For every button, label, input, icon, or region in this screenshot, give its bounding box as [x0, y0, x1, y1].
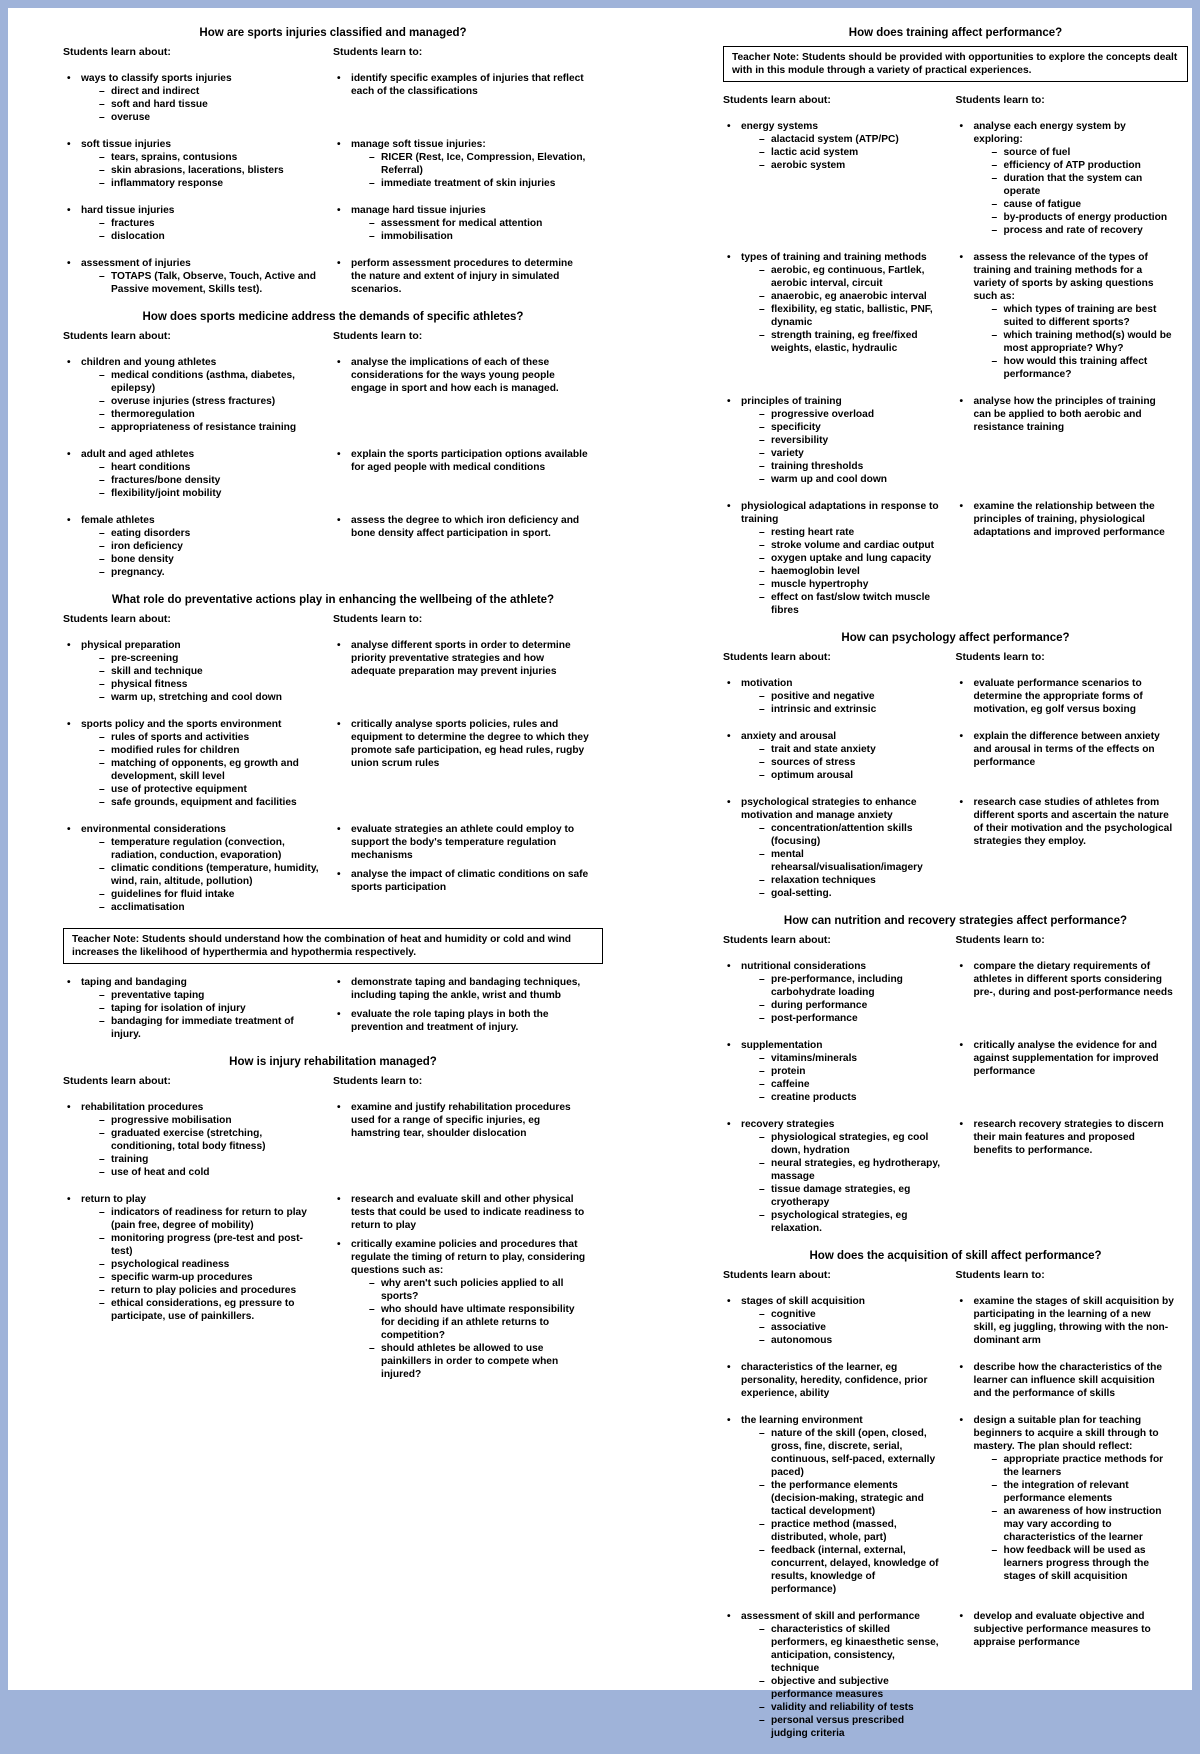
sub-list-item: – why aren't such policies applied to all sports? — [351, 1277, 589, 1303]
sub-list-item: – the integration of relevant performance elements — [974, 1479, 1175, 1505]
list-item: • assess the relevance of the types of training and training methods for a variety of sports by asking questions such as: – which types of training are best suited to different sports? – which training method(s) would be most appropriate? Why? – how would this training affect performance? — [956, 251, 1175, 381]
sub-list-item: – practice method (massed, distributed, whole, part) — [741, 1518, 942, 1544]
sub-list-item: – vitamins/minerals — [741, 1052, 942, 1065]
sub-list-item: – bone density — [81, 553, 319, 566]
column-headers — [723, 1269, 1188, 1281]
sub-list-item: – immobilisation — [351, 230, 589, 243]
sub-list-item: – how would this training affect performance? — [974, 355, 1175, 381]
sub-list-item: – during performance — [741, 999, 942, 1012]
section-title-rehabilitation: How is injury rehabilitation managed? — [229, 1056, 437, 1068]
sub-list-item: – pregnancy. — [81, 566, 319, 579]
content-row — [63, 976, 603, 1041]
list-item: • critically analyse sports policies, rules and equipment to determine the degree to which they promote safe participation, eg head rules, rugby union scrum rules — [333, 718, 589, 770]
sub-list-item: – flexibility, eg static, ballistic, PNF, dynamic — [741, 303, 942, 329]
sub-list-item: – creatine products — [741, 1091, 942, 1104]
sub-list-item: – who should have ultimate responsibility for deciding if an athlete returns to competition? — [351, 1303, 589, 1342]
list-item: • examine the stages of skill acquisition by participating in the learning of a new skill, eg juggling, throwing with the non-dominant arm — [956, 1295, 1175, 1347]
list-item: • analyse each energy system by exploring: – source of fuel – efficiency of ATP production – duration that the system can operate – cause of fatigue – by-products of energy production – process and rate of recovery — [956, 120, 1175, 237]
list-item: • female athletes – eating disorders – iron deficiency – bone density – pregnancy. — [63, 514, 319, 579]
sub-list-item: – mental rehearsal/visualisation/imagery — [741, 848, 942, 874]
content-row — [63, 639, 603, 704]
content-row — [723, 251, 1188, 381]
header-learn-about: Students learn about: — [723, 651, 831, 663]
sub-list-item: – how feedback will be used as learners progress through the stages of skill acquisition — [974, 1544, 1175, 1583]
sub-list-item: – psychological readiness — [81, 1258, 319, 1271]
sub-list-item: – skin abrasions, lacerations, blisters — [81, 164, 319, 177]
section-title-training: How does training affect performance? — [848, 27, 1063, 39]
header-learn-about: Students learn about: — [723, 1269, 831, 1281]
list-item: • soft tissue injuries – tears, sprains, contusions – skin abrasions, lacerations, blisters – inflammatory response — [63, 138, 319, 190]
sub-list-item: – pre-performance, including carbohydrate loading — [741, 973, 942, 999]
sub-list-item: – bandaging for immediate treatment of injury. — [81, 1015, 319, 1041]
sub-list-item: – overuse injuries (stress fractures) — [81, 395, 319, 408]
left-column — [63, 16, 603, 1395]
content-row — [63, 356, 603, 434]
sub-list-item: – guidelines for fluid intake — [81, 888, 319, 901]
sub-list-item: – tears, sprains, contusions — [81, 151, 319, 164]
list-item: • research and evaluate skill and other physical tests that could be used to indicate readiness to return to play — [333, 1193, 589, 1232]
sub-list-item: – stroke volume and cardiac output — [741, 539, 942, 552]
header-learn-about: Students learn about: — [723, 94, 831, 106]
list-item: • describe how the characteristics of the learner can influence skill acquisition and the performance of skills — [956, 1361, 1175, 1400]
sub-list-item: – trait and state anxiety — [741, 743, 942, 756]
sub-list-item: – muscle hypertrophy — [741, 578, 942, 591]
sub-list-item: – dislocation — [81, 230, 319, 243]
list-item: • critically examine policies and procedures that regulate the timing of return to play, considering questions such as: – why aren't such policies applied to all sports? – who should have ultimate responsibility for deciding if an athlete returns to competition? – should athletes be allowed to use painkillers in order to compete when injured? — [333, 1238, 589, 1381]
sub-list-item: – TOTAPS (Talk, Observe, Touch, Active and Passive movement, Skills test). — [81, 270, 319, 296]
content-row — [63, 514, 603, 579]
header-learn-to: Students learn to: — [333, 613, 423, 625]
sub-list-item: – resting heart rate — [741, 526, 942, 539]
list-item: • assessment of skill and performance – characteristics of skilled performers, eg kinaesthetic sense, anticipation, consistency, technique – objective and subjective performance measures – validity and reliability of tests – personal versus prescribed judging criteria — [723, 1610, 942, 1740]
column-headers — [723, 94, 1188, 106]
sub-list-item: – duration that the system can operate — [974, 172, 1175, 198]
sub-list-item: – alactacid system (ATP/PC) — [741, 133, 942, 146]
sub-list-item: – personal versus prescribed judging criteria — [741, 1714, 942, 1740]
sub-list-item: – tissue damage strategies, eg cryotherapy — [741, 1183, 942, 1209]
sub-list-item: – variety — [741, 447, 942, 460]
list-item: • demonstrate taping and bandaging techniques, including taping the ankle, wrist and thumb — [333, 976, 589, 1002]
list-item: • characteristics of the learner, eg personality, heredity, confidence, prior experience, ability — [723, 1361, 942, 1400]
sub-list-item: – safe grounds, equipment and facilities — [81, 796, 319, 809]
sub-list-item: – autonomous — [741, 1334, 942, 1347]
sub-list-item: – rules of sports and activities — [81, 731, 319, 744]
column-headers — [723, 934, 1188, 946]
content-row — [723, 1039, 1188, 1104]
sub-list-item: – source of fuel — [974, 146, 1175, 159]
sub-list-item: – inflammatory response — [81, 177, 319, 190]
list-item: • principles of training – progressive overload – specificity – reversibility – variety – training thresholds – warm up and cool down — [723, 395, 942, 486]
content-row — [63, 257, 603, 296]
sub-list-item: – graduated exercise (stretching, conditioning, total body fitness) — [81, 1127, 319, 1153]
list-item: • analyse different sports in order to determine priority preventative strategies and how adequate preparation may prevent injuries — [333, 639, 589, 678]
list-item: • sports policy and the sports environment – rules of sports and activities – modified rules for children – matching of opponents, eg growth and development, skill level – use of protective equipment – safe grounds, equipment and facilities — [63, 718, 319, 809]
sub-list-item: – should athletes be allowed to use painkillers in order to compete when injured? — [351, 1342, 589, 1381]
sub-list-item: – training — [81, 1153, 319, 1166]
section-title-psychology: How can psychology affect performance? — [841, 632, 1070, 644]
list-item: • manage soft tissue injuries: – RICER (Rest, Ice, Compression, Elevation, Referral) – immediate treatment of skin injuries — [333, 138, 589, 190]
list-item: • taping and bandaging – preventative taping – taping for isolation of injury – bandaging for immediate treatment of injury. — [63, 976, 319, 1041]
list-item: • explain the difference between anxiety and arousal in terms of the effects on performance — [956, 730, 1175, 769]
list-item: • environmental considerations – temperature regulation (convection, radiation, conduction, evaporation) – climatic conditions (temperature, humidity, wind, rain, altitude, pollution) – guidelines for fluid intake – acclimatisation — [63, 823, 319, 914]
list-item: • evaluate performance scenarios to determine the appropriate forms of motivation, eg golf versus boxing — [956, 677, 1175, 716]
sub-list-item: – haemoglobin level — [741, 565, 942, 578]
list-item: • evaluate strategies an athlete could employ to support the body's temperature regulation mechanisms — [333, 823, 589, 862]
content-row — [723, 1414, 1188, 1596]
sub-list-item: – feedback (internal, external, concurrent, delayed, knowledge of results, knowledge of performance) — [741, 1544, 942, 1596]
content-row — [723, 677, 1188, 716]
header-learn-about: Students learn about: — [63, 330, 171, 342]
content-row — [723, 1295, 1188, 1347]
list-item: • the learning environment – nature of the skill (open, closed, gross, fine, discrete, serial, continuous, self-paced, externally paced) – the performance elements (decision-making, strategic and tactical development) – practice method (massed, distributed, whole, part) – feedback (internal, external, concurrent, delayed, knowledge of results, knowledge of performance) — [723, 1414, 942, 1596]
sub-list-item: – anaerobic, eg anaerobic interval — [741, 290, 942, 303]
sub-list-item: – iron deficiency — [81, 540, 319, 553]
section-title-preventative: What role do preventative actions play in enhancing the wellbeing of the athlete? — [111, 594, 555, 606]
list-item: • supplementation – vitamins/minerals – protein – caffeine – creatine products — [723, 1039, 942, 1104]
sub-list-item: – optimum arousal — [741, 769, 942, 782]
sub-list-item: – cognitive — [741, 1308, 942, 1321]
list-item: • analyse the impact of climatic conditions on safe sports participation — [333, 868, 589, 894]
sub-list-item: – validity and reliability of tests — [741, 1701, 942, 1714]
list-item: • types of training and training methods – aerobic, eg continuous, Fartlek, aerobic interval, circuit – anaerobic, eg anaerobic interval – flexibility, eg static, ballistic, PNF, dynamic – strength training, eg free/fixed weights, elastic, hydraulic — [723, 251, 942, 355]
list-item: • stages of skill acquisition – cognitive – associative – autonomous — [723, 1295, 942, 1347]
sub-list-item: – characteristics of skilled performers, eg kinaesthetic sense, anticipation, consistency, technique — [741, 1623, 942, 1675]
sub-list-item: – appropriateness of resistance training — [81, 421, 319, 434]
list-item: • evaluate the role taping plays in both the prevention and treatment of injury. — [333, 1008, 589, 1034]
header-learn-to: Students learn to: — [955, 94, 1045, 106]
list-item: • examine and justify rehabilitation procedures used for a range of specific injuries, eg hamstring tear, shoulder dislocation — [333, 1101, 589, 1140]
sub-list-item: – heart conditions — [81, 461, 319, 474]
sub-list-item: – overuse — [81, 111, 319, 124]
sub-list-item: – concentration/attention skills (focusing) — [741, 822, 942, 848]
section-title-nutrition: How can nutrition and recovery strategies affect performance? — [783, 915, 1128, 927]
sub-list-item: – effect on fast/slow twitch muscle fibres — [741, 591, 942, 617]
section-title-injuries: How are sports injuries classified and managed? — [199, 27, 467, 39]
sub-list-item: – the performance elements (decision-making, strategic and tactical development) — [741, 1479, 942, 1518]
content-row — [63, 448, 603, 500]
sub-list-item: – physical fitness — [81, 678, 319, 691]
header-learn-to: Students learn to: — [955, 1269, 1045, 1281]
list-item: • compare the dietary requirements of athletes in different sports considering pre-, during and post-performance needs — [956, 960, 1175, 999]
right-column — [723, 16, 1188, 1754]
sub-list-item: – RICER (Rest, Ice, Compression, Elevation, Referral) — [351, 151, 589, 177]
list-item: • develop and evaluate objective and subjective performance measures to appraise performance — [956, 1610, 1175, 1649]
sub-list-item: – return to play policies and procedures — [81, 1284, 319, 1297]
content-row — [63, 138, 603, 190]
document-page — [8, 8, 1192, 1739]
sub-list-item: – objective and subjective performance measures — [741, 1675, 942, 1701]
column-headers — [63, 1075, 603, 1087]
sub-list-item: – immediate treatment of skin injuries — [351, 177, 589, 190]
list-item: • adult and aged athletes – heart conditions – fractures/bone density – flexibility/joint mobility — [63, 448, 319, 500]
sub-list-item: – strength training, eg free/fixed weights, elastic, hydraulic — [741, 329, 942, 355]
section-title-sports-medicine: How does sports medicine address the demands of specific athletes? — [142, 311, 524, 323]
sub-list-item: – acclimatisation — [81, 901, 319, 914]
list-item: • analyse how the principles of training can be applied to both aerobic and resistance training — [956, 395, 1175, 434]
list-item: • assess the degree to which iron deficiency and bone density affect participation in sport. — [333, 514, 589, 540]
header-learn-about: Students learn about: — [723, 934, 831, 946]
sub-list-item: – direct and indirect — [81, 85, 319, 98]
sub-list-item: – fractures — [81, 217, 319, 230]
list-item: • explain the sports participation options available for aged people with medical conditions — [333, 448, 589, 474]
sub-list-item: – intrinsic and extrinsic — [741, 703, 942, 716]
sub-list-item: – soft and hard tissue — [81, 98, 319, 111]
content-row — [63, 718, 603, 809]
sub-list-item: – aerobic system — [741, 159, 942, 172]
column-headers — [63, 613, 603, 625]
sub-list-item: – monitoring progress (pre-test and post-test) — [81, 1232, 319, 1258]
sub-list-item: – post-performance — [741, 1012, 942, 1025]
sub-list-item: – progressive overload — [741, 408, 942, 421]
sub-list-item: – cause of fatigue — [974, 198, 1175, 211]
sub-list-item: – which types of training are best suited to different sports? — [974, 303, 1175, 329]
sub-list-item: – oxygen uptake and lung capacity — [741, 552, 942, 565]
sub-list-item: – thermoregulation — [81, 408, 319, 421]
sub-list-item: – neural strategies, eg hydrotherapy, massage — [741, 1157, 942, 1183]
sub-list-item: – associative — [741, 1321, 942, 1334]
sub-list-item: – use of protective equipment — [81, 783, 319, 796]
list-item: • manage hard tissue injuries – assessment for medical attention – immobilisation — [333, 204, 589, 243]
sub-list-item: – specific warm-up procedures — [81, 1271, 319, 1284]
list-item: • nutritional considerations – pre-performance, including carbohydrate loading – during performance – post-performance — [723, 960, 942, 1025]
sub-list-item: – fractures/bone density — [81, 474, 319, 487]
sub-list-item: – specificity — [741, 421, 942, 434]
content-row — [723, 960, 1188, 1025]
list-item: • identify specific examples of injuries that reflect each of the classifications — [333, 72, 589, 98]
sub-list-item: – flexibility/joint mobility — [81, 487, 319, 500]
sub-list-item: – preventative taping — [81, 989, 319, 1002]
sub-list-item: – sources of stress — [741, 756, 942, 769]
sub-list-item: – lactic acid system — [741, 146, 942, 159]
list-item: • children and young athletes – medical conditions (asthma, diabetes, epilepsy) – overuse injuries (stress fractures) – thermoregulation – appropriateness of resistance training — [63, 356, 319, 434]
sub-list-item: – progressive mobilisation — [81, 1114, 319, 1127]
list-item: • physiological adaptations in response to training – resting heart rate – stroke volume and cardiac output – oxygen uptake and lung capacity – haemoglobin level – muscle hypertrophy – effect on fast/slow twitch muscle fibres — [723, 500, 942, 617]
header-learn-to: Students learn to: — [333, 330, 423, 342]
list-item: • anxiety and arousal – trait and state anxiety – sources of stress – optimum arousal — [723, 730, 942, 782]
header-learn-about: Students learn about: — [63, 613, 171, 625]
teacher-note: Teacher Note: Students should understand how the combination of heat and humidity or cold and wind increases the likelihood of hyperthermia and hypothermia respectively. — [63, 928, 603, 964]
list-item: • assessment of injuries – TOTAPS (Talk, Observe, Touch, Active and Passive movement, Skills test). — [63, 257, 319, 296]
sub-list-item: – warm up and cool down — [741, 473, 942, 486]
list-item: • ways to classify sports injuries – direct and indirect – soft and hard tissue – overuse — [63, 72, 319, 124]
sub-list-item: – assessment for medical attention — [351, 217, 589, 230]
sub-list-item: – use of heat and cold — [81, 1166, 319, 1179]
sub-list-item: – physiological strategies, eg cool down, hydration — [741, 1131, 942, 1157]
header-learn-to: Students learn to: — [333, 1075, 423, 1087]
sub-list-item: – indicators of readiness for return to play (pain free, degree of mobility) — [81, 1206, 319, 1232]
list-item: • design a suitable plan for teaching beginners to acquire a skill through to mastery. The plan should reflect: – appropriate practice methods for the learners – the integration of relevant performance elements – an awareness of how instruction may vary according to characteristics of the learner – how feedback will be used as learners progress through the stages of skill acquisition — [956, 1414, 1175, 1583]
sub-list-item: – skill and technique — [81, 665, 319, 678]
content-row — [723, 1361, 1188, 1400]
content-row — [723, 395, 1188, 486]
list-item: • psychological strategies to enhance motivation and manage anxiety – concentration/attention skills (focusing) – mental rehearsal/visualisation/imagery – relaxation techniques – goal-setting. — [723, 796, 942, 900]
sub-list-item: – goal-setting. — [741, 887, 942, 900]
list-item: • research recovery strategies to discern their main features and proposed benefits to performance. — [956, 1118, 1175, 1157]
sub-list-item: – aerobic, eg continuous, Fartlek, aerobic interval, circuit — [741, 264, 942, 290]
sub-list-item: – an awareness of how instruction may vary according to characteristics of the learner — [974, 1505, 1175, 1544]
header-learn-to: Students learn to: — [333, 46, 423, 58]
header-learn-to: Students learn to: — [955, 651, 1045, 663]
section-title-skill: How does the acquisition of skill affect performance? — [809, 1250, 1102, 1262]
sub-list-item: – medical conditions (asthma, diabetes, epilepsy) — [81, 369, 319, 395]
sub-list-item: – climatic conditions (temperature, humidity, wind, rain, altitude, pollution) — [81, 862, 319, 888]
sub-list-item: – positive and negative — [741, 690, 942, 703]
sub-list-item: – temperature regulation (convection, radiation, conduction, evaporation) — [81, 836, 319, 862]
column-headers — [723, 651, 1188, 663]
content-row — [723, 120, 1188, 237]
sub-list-item: – modified rules for children — [81, 744, 319, 757]
sub-list-item: – matching of opponents, eg growth and development, skill level — [81, 757, 319, 783]
sub-list-item: – taping for isolation of injury — [81, 1002, 319, 1015]
sub-list-item: – efficiency of ATP production — [974, 159, 1175, 172]
sub-list-item: – appropriate practice methods for the learners — [974, 1453, 1175, 1479]
sub-list-item: – by-products of energy production — [974, 211, 1175, 224]
list-item: • critically analyse the evidence for and against supplementation for improved performance — [956, 1039, 1175, 1078]
sub-list-item: – reversibility — [741, 434, 942, 447]
sub-list-item: – protein — [741, 1065, 942, 1078]
sub-list-item: – process and rate of recovery — [974, 224, 1175, 237]
content-row — [63, 1101, 603, 1179]
column-headers — [63, 330, 603, 342]
list-item: • motivation – positive and negative – intrinsic and extrinsic — [723, 677, 942, 716]
content-row — [723, 500, 1188, 617]
list-item: • analyse the implications of each of these considerations for the ways young people engage in sport and how each is managed. — [333, 356, 589, 395]
content-row — [723, 1610, 1188, 1740]
header-learn-about: Students learn about: — [63, 1075, 171, 1087]
content-row — [63, 823, 603, 914]
sub-list-item: – training thresholds — [741, 460, 942, 473]
sub-list-item: – relaxation techniques — [741, 874, 942, 887]
list-item: • recovery strategies – physiological strategies, eg cool down, hydration – neural strategies, eg hydrotherapy, massage – tissue damage strategies, eg cryotherapy – psychological strategies, eg relaxation. — [723, 1118, 942, 1235]
content-row — [63, 204, 603, 243]
list-item: • return to play – indicators of readiness for return to play (pain free, degree of mobility) – monitoring progress (pre-test and post-test) – psychological readiness – specific warm-up procedures – return to play policies and procedures – ethical considerations, eg pressure to participate, use of painkillers. — [63, 1193, 319, 1323]
sub-list-item: – caffeine — [741, 1078, 942, 1091]
content-row — [723, 730, 1188, 782]
content-row — [723, 796, 1188, 900]
sub-list-item: – which training method(s) would be most appropriate? Why? — [974, 329, 1175, 355]
list-item: • examine the relationship between the principles of training, physiological adaptations and improved performance — [956, 500, 1175, 539]
header-learn-about: Students learn about: — [63, 46, 171, 58]
content-row — [63, 72, 603, 124]
content-row — [63, 1193, 603, 1381]
sub-list-item: – warm up, stretching and cool down — [81, 691, 319, 704]
list-item: • hard tissue injuries – fractures – dislocation — [63, 204, 319, 243]
content-row — [723, 1118, 1188, 1235]
sub-list-item: – eating disorders — [81, 527, 319, 540]
sub-list-item: – psychological strategies, eg relaxation. — [741, 1209, 942, 1235]
teacher-note: Teacher Note: Students should be provided with opportunities to explore the concepts dealt with in this module through a variety of practical experiences. — [723, 46, 1188, 82]
sub-list-item: – pre-screening — [81, 652, 319, 665]
list-item: • perform assessment procedures to determine the nature and extent of injury in simulated scenarios. — [333, 257, 589, 296]
list-item: • research case studies of athletes from different sports and ascertain the nature of their motivation and the psychological strategies they employ. — [956, 796, 1175, 848]
column-headers — [63, 46, 603, 58]
sub-list-item: – ethical considerations, eg pressure to participate, use of painkillers. — [81, 1297, 319, 1323]
list-item: • energy systems – alactacid system (ATP/PC) – lactic acid system – aerobic system — [723, 120, 942, 172]
list-item: • rehabilitation procedures – progressive mobilisation – graduated exercise (stretching, conditioning, total body fitness) – training – use of heat and cold — [63, 1101, 319, 1179]
list-item: • physical preparation – pre-screening – skill and technique – physical fitness – warm up, stretching and cool down — [63, 639, 319, 704]
sub-list-item: – nature of the skill (open, closed, gross, fine, discrete, serial, continuous, self-paced, externally paced) — [741, 1427, 942, 1479]
header-learn-to: Students learn to: — [955, 934, 1045, 946]
